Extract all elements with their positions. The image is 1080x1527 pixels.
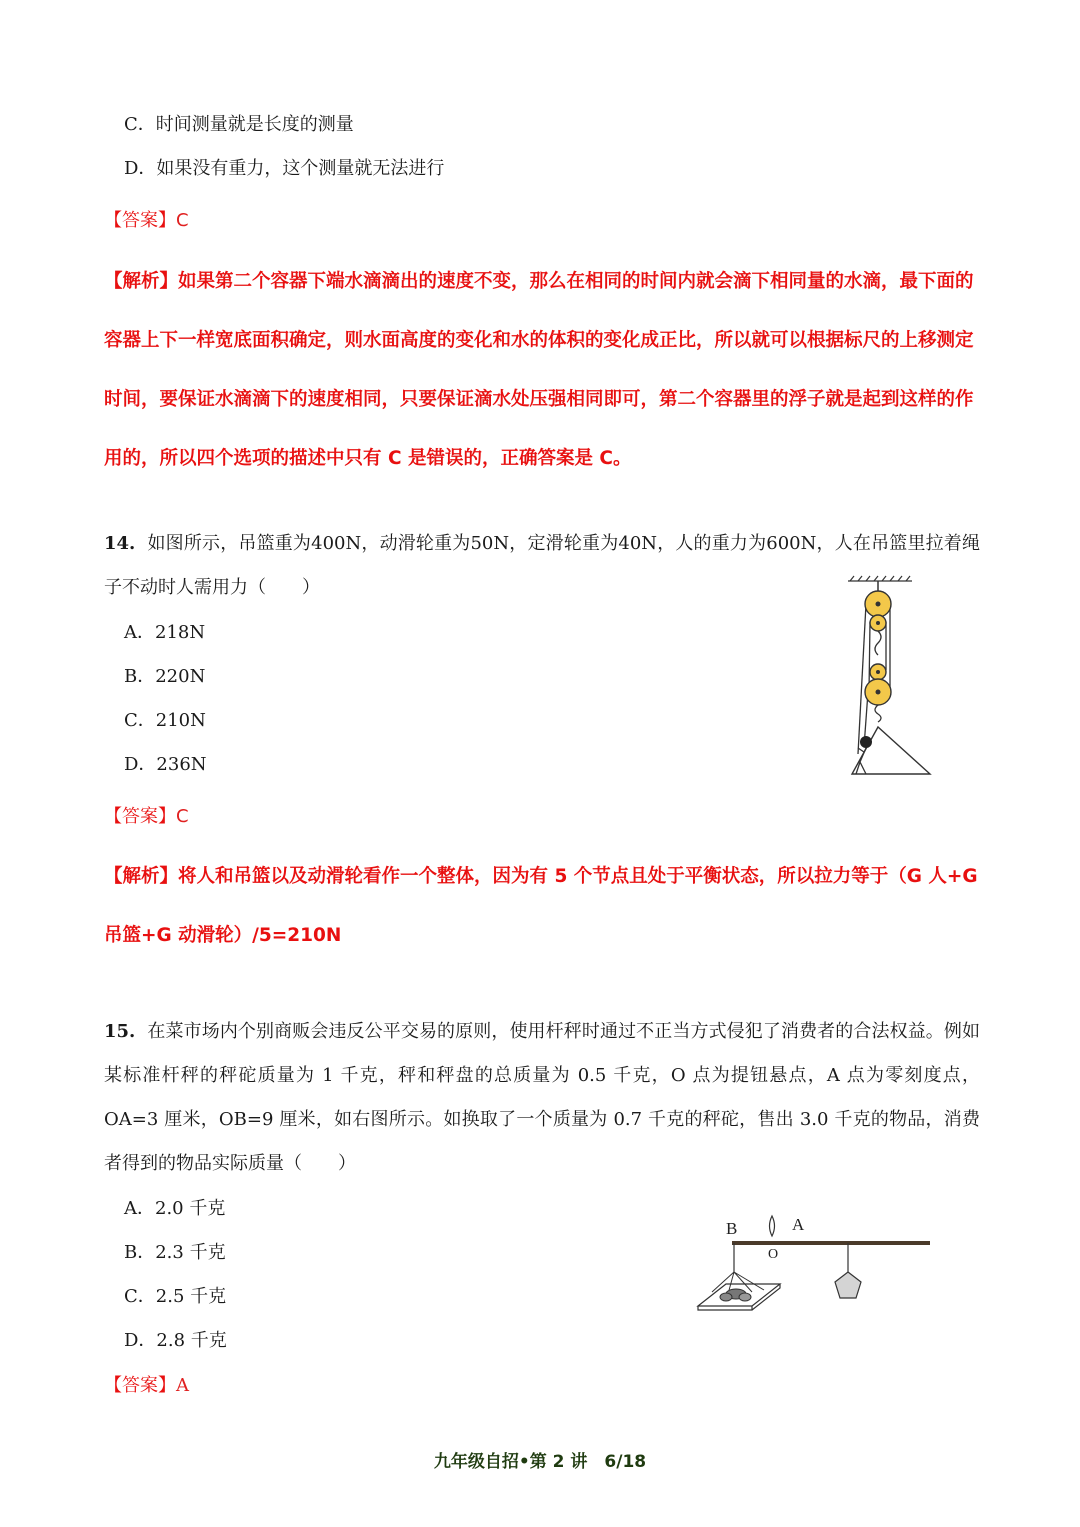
steelyard-figure xyxy=(690,1210,935,1315)
label-b: B xyxy=(726,1219,738,1238)
ceiling-hatch xyxy=(848,576,912,581)
q15-option-a: A．2.0 千克 xyxy=(124,1198,226,1219)
analysis-tag: 【解析】 xyxy=(104,271,179,292)
q13-analysis xyxy=(104,252,980,488)
q15-answer xyxy=(104,1377,189,1395)
answer-tag: 【答案】 xyxy=(104,1375,176,1396)
label-a: A xyxy=(792,1215,805,1234)
answer-tag: 【答案】 xyxy=(104,210,176,231)
page-footer: 九年级自招•第 2 讲 6/18 xyxy=(433,1452,647,1472)
analysis-tag: 【解析】 xyxy=(104,866,179,887)
q15-option-c: C．2.5 千克 xyxy=(124,1286,227,1307)
q14-analysis xyxy=(104,847,980,965)
counterweight xyxy=(835,1272,861,1298)
q13-option-d: D．如果没有重力，这个测量就无法进行 xyxy=(124,158,445,179)
answer-tag: 【答案】 xyxy=(104,806,176,827)
question-text: 如图所示，吊篮重为400N，动滑轮重为50N，定滑轮重为40N，人的重力为600N，人在吊篮里拉着绳子不动时人需用力（ ） xyxy=(104,533,980,598)
question-number: 14. xyxy=(104,533,136,554)
q14-option-a: A．218N xyxy=(124,622,206,643)
q15-option-d: D．2.8 千克 xyxy=(124,1330,227,1351)
basket xyxy=(852,727,930,774)
answer-value: C xyxy=(176,806,189,827)
q13-answer xyxy=(104,212,189,230)
label-o: O xyxy=(768,1247,779,1262)
answer-value: C xyxy=(176,210,189,231)
q14-option-d: D．236N xyxy=(124,754,207,775)
q14-answer xyxy=(104,808,189,826)
question-number: 15. xyxy=(104,1021,136,1042)
steelyard-beam xyxy=(732,1241,930,1245)
pulley-figure xyxy=(840,572,950,784)
q15-stem xyxy=(104,1010,980,1186)
q13-option-c: C．时间测量就是长度的测量 xyxy=(124,114,354,135)
person-head xyxy=(860,736,872,748)
q14-option-c: C．210N xyxy=(124,710,206,731)
analysis-text: 如果第二个容器下端水滴滴出的速度不变，那么在相同的时间内就会滴下相同量的水滴，最下面的容器上下一样宽底面积确定，则水面高度的变化和水的体积的变化成正比，所以就可以根据标尺的上移测定时间，要保证水滴滴下的速度相同，只要保证滴水处压强相同即可，第二个容器里的浮子就是起到这样的作用的，所以四个选项的描述中只有 C 是错误的，正确答案是 C。 xyxy=(104,271,974,469)
answer-value: A xyxy=(176,1375,189,1396)
analysis-text: 将人和吊篮以及动滑轮看作一个整体，因为有 5 个节点且处于平衡状态，所以拉力等于（G 人+G 吊篮+G 动滑轮）/5=210N xyxy=(104,866,978,946)
q14-option-b: B．220N xyxy=(124,666,206,687)
q15-option-b: B．2.3 千克 xyxy=(124,1242,226,1263)
question-text: 在菜市场内个别商贩会违反公平交易的原则，使用杆秤时通过不正当方式侵犯了消费者的合法权益。例如某标准杆秤的秤砣质量为 1 千克，秤和秤盘的总质量为 0.5 千克，O 点为提钮悬点，A 点为零刻度点，OA=3 厘米，OB=9 厘米，如右图所示。如换取了一个质量为 0.7 千克的秤砣，售出 3.0 千克的物品，消费者得到的物品实际质量（ ） xyxy=(104,1021,980,1174)
